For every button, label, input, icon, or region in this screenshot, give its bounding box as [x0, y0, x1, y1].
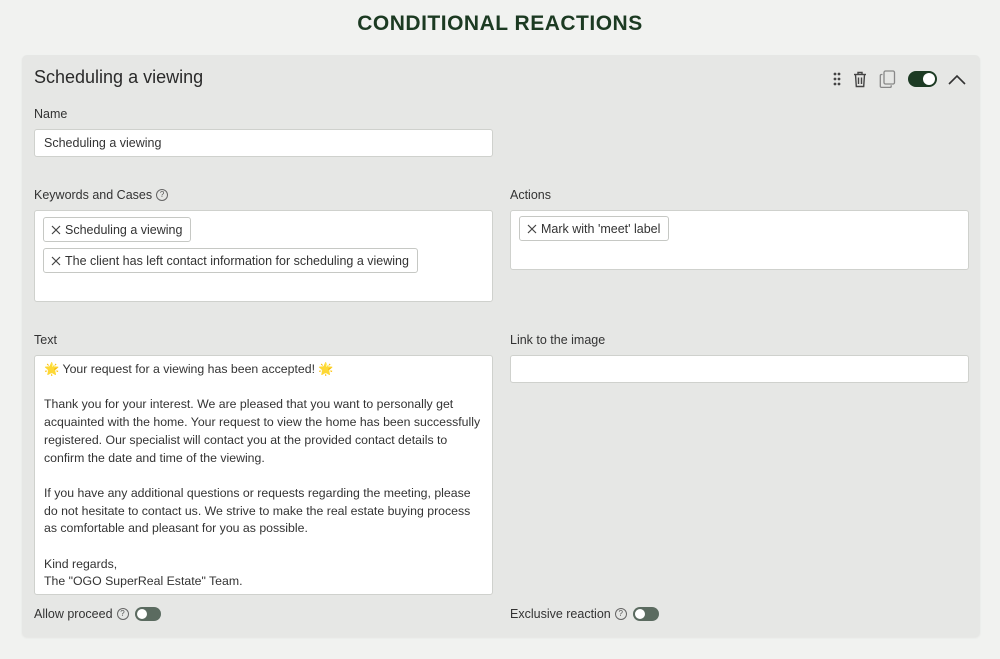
card-title: Scheduling a viewing — [34, 67, 204, 87]
help-icon[interactable]: ? — [615, 608, 627, 620]
exclusive-reaction-toggle[interactable] — [633, 607, 659, 621]
toggle-knob — [923, 73, 935, 85]
close-icon[interactable] — [51, 225, 61, 235]
keyword-tag: The client has left contact information for scheduling a viewing — [43, 248, 418, 273]
help-icon[interactable]: ? — [117, 608, 129, 620]
exclusive-reaction-row — [510, 607, 659, 621]
reaction-card — [22, 55, 980, 637]
toggle-knob — [635, 609, 645, 619]
keywords-label: Keywords and Cases ? — [34, 188, 168, 202]
copy-icon[interactable] — [879, 70, 896, 88]
text-label: Text — [34, 333, 57, 347]
text-field[interactable]: 🌟 Your request for a viewing has been accepted! 🌟 Thank you for your interest. We are pleased that you want to personally get acquainted with the home. Your request to view the home has been successfully registered. Our specialist will contact you at the provided contact details to confirm the date and time of the viewing. If you have any additional questions or requests regarding the meeting, please do not hesitate to contact us. We strive to make the real estate buying process as comfortable and pleasant for you as possible. Kind regards, The "OGO SuperReal Estate" Team. — [34, 355, 493, 595]
name-value: Scheduling a viewing — [44, 136, 162, 150]
card-toolbar — [833, 70, 966, 88]
close-icon[interactable] — [527, 224, 537, 234]
allow-proceed-toggle[interactable] — [135, 607, 161, 621]
exclusive-reaction-label: Exclusive reaction — [510, 607, 611, 621]
name-label: Name — [34, 107, 68, 121]
toggle-knob — [137, 609, 147, 619]
allow-proceed-label: Allow proceed — [34, 607, 113, 621]
action-tag: Mark with 'meet' label — [519, 216, 669, 241]
close-icon[interactable] — [51, 256, 61, 266]
keywords-field[interactable] — [34, 210, 493, 302]
keyword-tag: Scheduling a viewing — [43, 217, 191, 242]
trash-icon[interactable] — [853, 71, 867, 88]
chevron-up-icon[interactable] — [948, 74, 966, 85]
page-title: CONDITIONAL REACTIONS — [357, 12, 643, 35]
image-link-label: Link to the image — [510, 333, 606, 347]
name-field[interactable] — [34, 129, 493, 157]
actions-label: Actions — [510, 188, 551, 202]
reaction-enabled-toggle[interactable] — [908, 71, 937, 87]
image-link-field[interactable] — [510, 355, 969, 383]
drag-handle-icon[interactable] — [833, 72, 841, 86]
actions-field[interactable] — [510, 210, 969, 270]
allow-proceed-row — [34, 607, 161, 621]
help-icon[interactable]: ? — [156, 189, 168, 201]
